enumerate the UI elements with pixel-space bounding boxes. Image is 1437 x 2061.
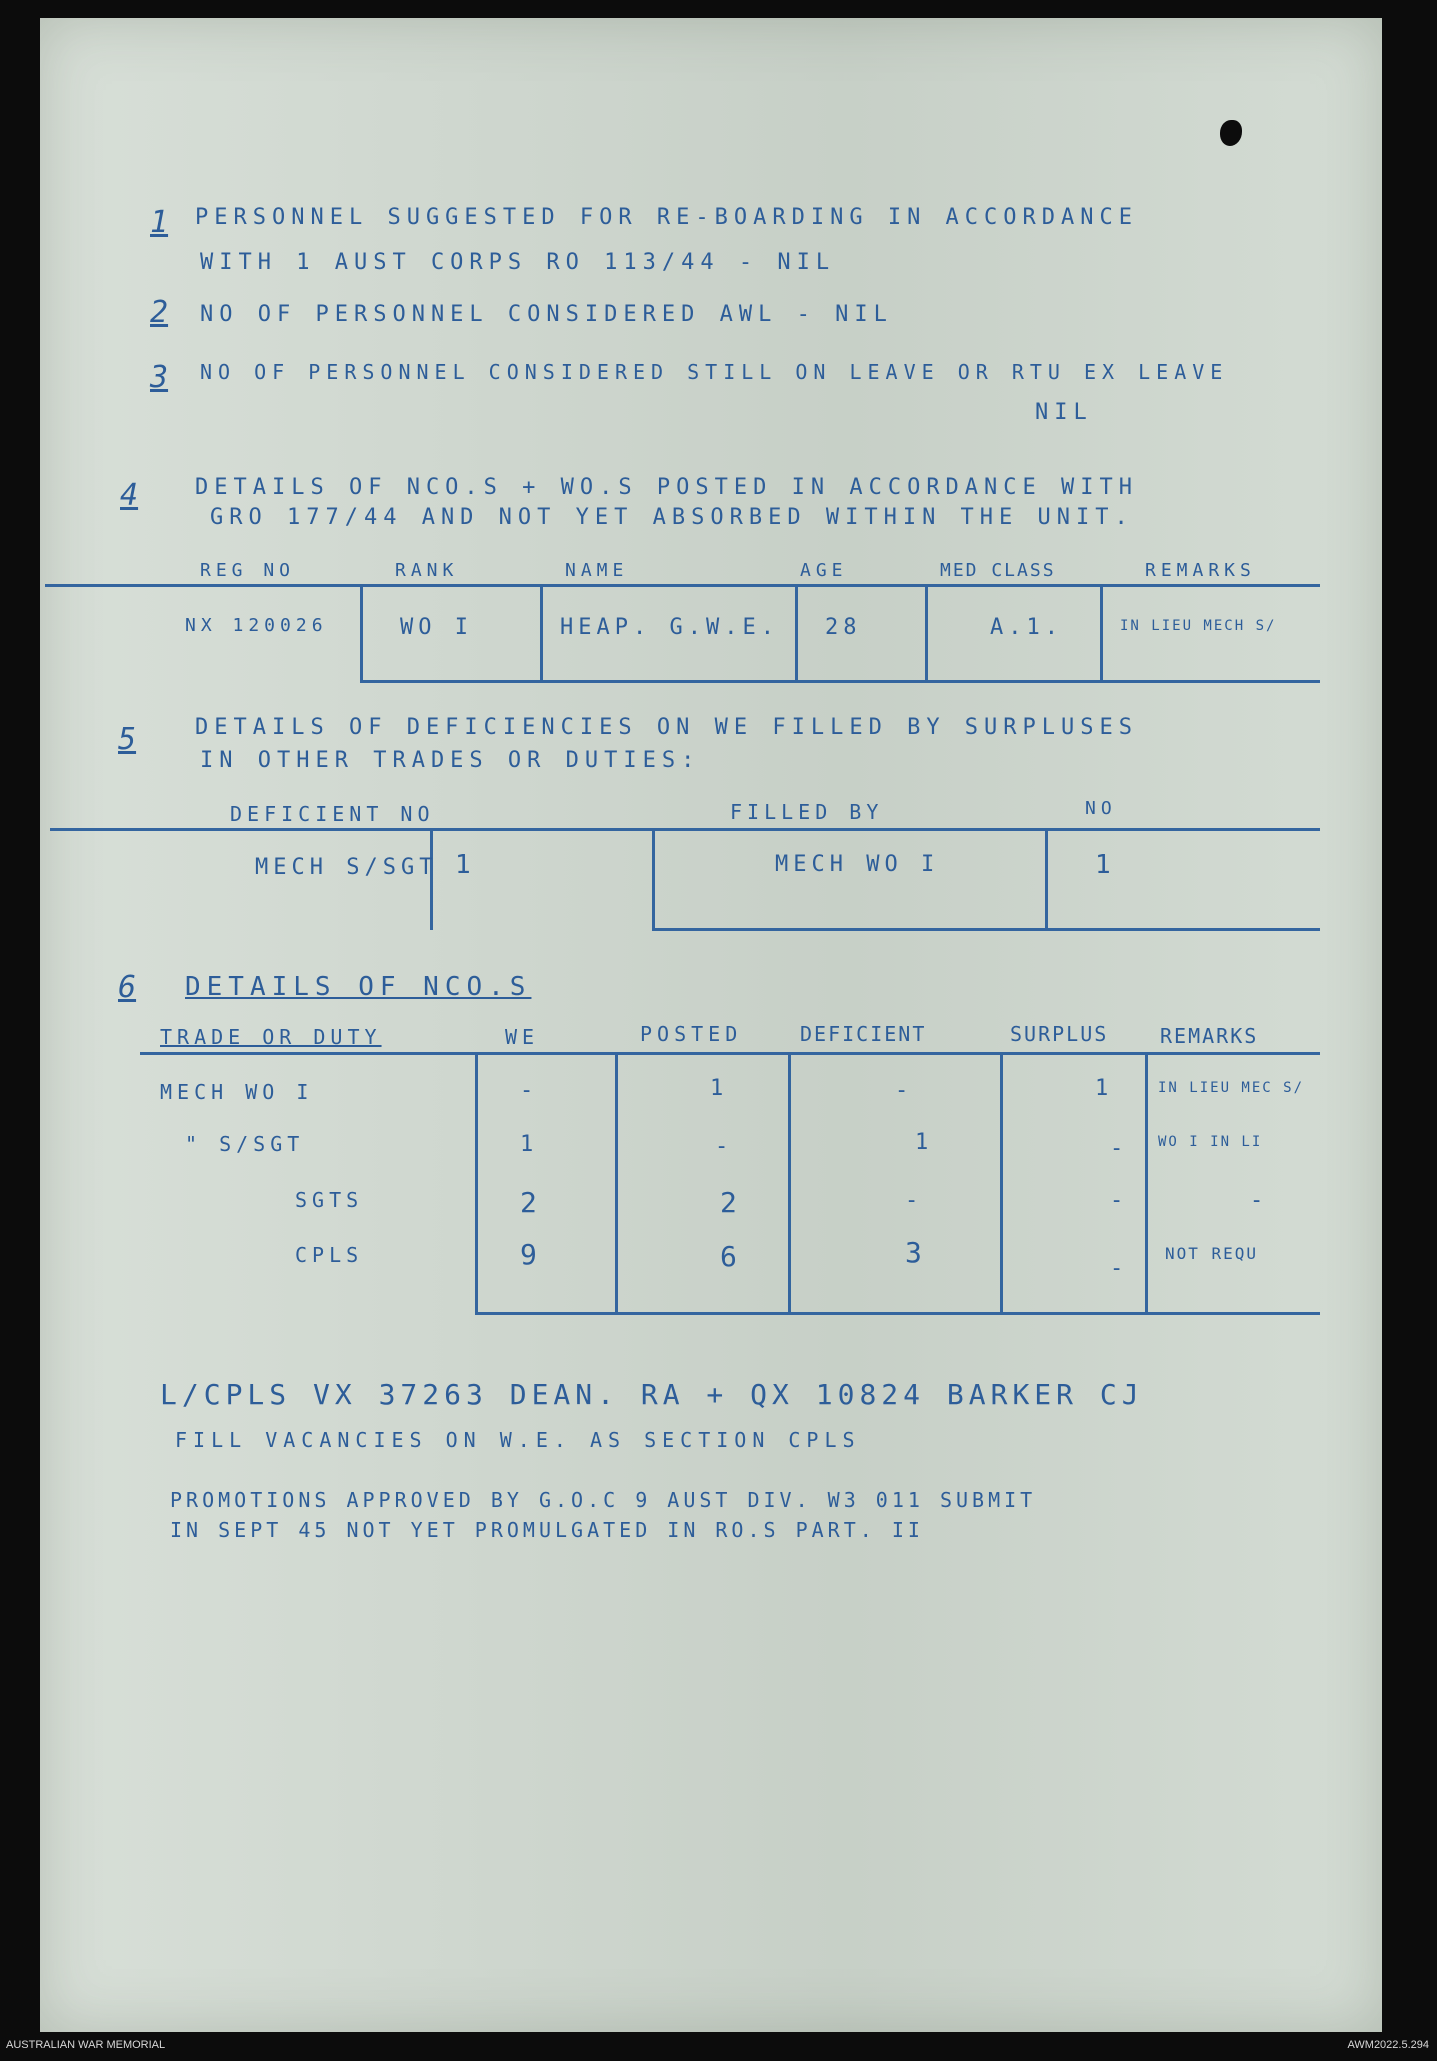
item-line: NO OF PERSONNEL CONSIDERED AWL - NIL xyxy=(200,302,893,327)
table6-header: TRADE OR DUTY xyxy=(160,1025,382,1049)
footer-credit: AUSTRALIAN WAR MEMORIAL xyxy=(6,2039,166,2051)
table6-cell: - xyxy=(1250,1188,1269,1213)
table6-divider xyxy=(475,1054,478,1314)
table4-header: NAME xyxy=(565,560,629,581)
table6-header: WE xyxy=(505,1025,540,1049)
table6-cell: 9 xyxy=(520,1238,542,1271)
note-line: L/CPLS VX 37263 DEAN. RA + QX 10824 BARKER CJ xyxy=(160,1378,1144,1411)
table6-cell: WO I IN LI xyxy=(1158,1134,1263,1150)
table6-divider xyxy=(615,1054,618,1314)
table6-rule xyxy=(140,1052,1320,1055)
item-line: DETAILS OF DEFICIENCIES ON WE FILLED BY SURPLUSES xyxy=(195,715,1139,740)
table4-cell: NX 120026 xyxy=(185,615,328,636)
item-number: 2 xyxy=(150,295,169,330)
table6-cell: " S/SGT xyxy=(185,1132,305,1156)
note-line: IN SEPT 45 NOT YET PROMULGATED IN RO.S PART. II xyxy=(170,1518,924,1542)
table6-rule xyxy=(475,1312,1320,1315)
table5-divider xyxy=(430,830,433,930)
table6-cell: NOT REQU xyxy=(1165,1244,1259,1263)
item-number: 1 xyxy=(150,205,169,240)
table5-divider xyxy=(1045,830,1048,930)
table5-header: DEFICIENT NO xyxy=(230,802,435,826)
table4-header: MED CLASS xyxy=(940,560,1056,581)
table4-rule xyxy=(360,680,1320,683)
table6-divider xyxy=(1145,1054,1148,1314)
table4-cell: WO I xyxy=(400,615,473,640)
table5-header: FILLED BY xyxy=(730,800,884,824)
item-number: 6 xyxy=(118,970,137,1005)
footer-accession-number: AWM2022.5.294 xyxy=(1347,2039,1429,2051)
table4-cell: 28 xyxy=(825,615,862,640)
table4-divider xyxy=(925,586,928,681)
table5-cell: 1 xyxy=(1095,850,1116,880)
note-line: FILL VACANCIES ON W.E. AS SECTION CPLS xyxy=(175,1428,861,1452)
table4-header: AGE xyxy=(800,560,848,581)
item-line: DETAILS OF NCO.S xyxy=(185,972,532,1002)
item-line: DETAILS OF NCO.S + WO.S POSTED IN ACCORDANCE WITH xyxy=(195,475,1139,500)
item-line: WITH 1 AUST CORPS RO 113/44 - NIL xyxy=(200,250,836,275)
table6-cell: - xyxy=(715,1134,734,1159)
table4-rule xyxy=(45,584,1320,587)
item-line: GRO 177/44 AND NOT YET ABSORBED WITHIN THE UNIT. xyxy=(210,505,1134,530)
table6-cell: - xyxy=(1110,1136,1129,1161)
table6-cell: - xyxy=(1110,1188,1129,1213)
table5-rule xyxy=(652,928,1320,931)
table6-header: POSTED xyxy=(640,1022,743,1046)
table6-header: REMARKS xyxy=(1160,1024,1259,1048)
table6-header: SURPLUS xyxy=(1010,1022,1109,1046)
item-number: 4 xyxy=(120,478,139,513)
table6-cell: 3 xyxy=(905,1236,927,1269)
table5-cell: 1 xyxy=(455,850,476,880)
table4-cell: IN LIEU MECH S/ xyxy=(1120,618,1277,634)
table4-header: REG NO xyxy=(200,560,296,581)
table6-cell: 1 xyxy=(710,1076,729,1101)
item-line: IN OTHER TRADES OR DUTIES: xyxy=(200,748,701,773)
table6-cell: IN LIEU MEC S/ xyxy=(1158,1080,1305,1096)
table6-cell: - xyxy=(895,1078,914,1103)
table6-cell: 1 xyxy=(1095,1076,1114,1101)
table5-cell: MECH S/SGT xyxy=(255,855,438,880)
note-line: PROMOTIONS APPROVED BY G.O.C 9 AUST DIV. W3 011 SUBMIT xyxy=(170,1488,1037,1512)
table5-rule xyxy=(50,828,1320,831)
table4-header: RANK xyxy=(395,560,459,581)
table4-divider xyxy=(795,586,798,681)
table6-divider xyxy=(1000,1054,1003,1314)
table6-cell: 1 xyxy=(915,1130,934,1155)
show-through-text xyxy=(1040,148,1062,174)
table6-cell: 6 xyxy=(720,1240,742,1273)
table4-cell: HEAP. G.W.E. xyxy=(560,615,779,640)
table6-cell: - xyxy=(520,1078,539,1103)
table5-header: NO xyxy=(1085,798,1117,819)
table6-cell: - xyxy=(1110,1256,1129,1281)
table4-divider xyxy=(1100,586,1103,681)
item-line: NO OF PERSONNEL CONSIDERED STILL ON LEAVE OR RTU EX LEAVE xyxy=(200,360,1229,384)
item-number: 3 xyxy=(150,360,169,395)
table6-cell: CPLS xyxy=(295,1243,364,1267)
table4-divider xyxy=(540,586,543,681)
table5-cell: MECH WO I xyxy=(775,852,940,877)
table6-header: DEFICIENT xyxy=(800,1022,927,1046)
table6-cell: MECH WO I xyxy=(160,1080,314,1104)
table4-cell: A.1. xyxy=(990,615,1063,640)
table4-divider xyxy=(360,586,363,681)
item-number: 5 xyxy=(118,722,137,757)
table5-divider xyxy=(652,830,655,930)
item-line: NIL xyxy=(1035,400,1093,425)
table6-cell: 2 xyxy=(520,1186,542,1219)
table6-divider xyxy=(788,1054,791,1314)
table6-cell: - xyxy=(905,1188,924,1213)
table6-cell: SGTS xyxy=(295,1188,364,1212)
table4-header: REMARKS xyxy=(1145,560,1256,581)
table6-cell: 1 xyxy=(520,1132,539,1157)
item-line: PERSONNEL SUGGESTED FOR RE-BOARDING IN ACCORDANCE xyxy=(195,205,1139,230)
table6-cell: 2 xyxy=(720,1186,742,1219)
